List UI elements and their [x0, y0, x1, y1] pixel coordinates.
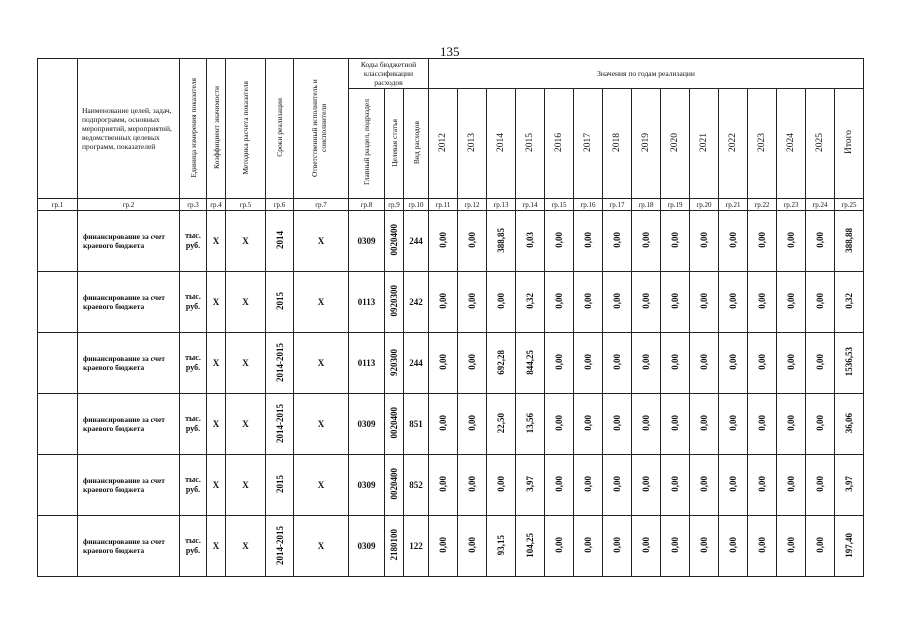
year-value-cell: 0,00	[806, 516, 835, 577]
section-cell: 0309	[349, 516, 385, 577]
year-value-cell: 692,28	[487, 333, 516, 394]
header-year: 2017	[574, 89, 603, 199]
group-number-cell: гр.8	[349, 199, 385, 211]
header-year: 2023	[748, 89, 777, 199]
row-name-cell: финансирование за счет краевого бюджета	[78, 333, 180, 394]
target-cell: 2180100	[385, 516, 404, 577]
year-value-cell: 0,00	[429, 394, 458, 455]
expense-cell: 244	[404, 333, 429, 394]
year-value-cell: 0,00	[545, 211, 574, 272]
table-row	[38, 333, 864, 394]
row-number-cell	[38, 394, 78, 455]
year-value-cell: 0,00	[429, 211, 458, 272]
year-value-cell: 0,00	[632, 516, 661, 577]
expense-cell: 122	[404, 516, 429, 577]
header-section: Главный раздел, подраздел	[349, 89, 385, 199]
page-number: 135	[440, 44, 460, 59]
expense-cell: 851	[404, 394, 429, 455]
year-value-cell: 0,00	[632, 211, 661, 272]
year-value-cell: 0,00	[806, 455, 835, 516]
group-number-cell: гр.16	[574, 199, 603, 211]
term-cell: 2014-2015	[266, 516, 294, 577]
year-value-cell: 0,00	[748, 516, 777, 577]
table-row	[38, 211, 864, 272]
year-value-cell: 0,00	[632, 272, 661, 333]
header-year: 2012	[429, 89, 458, 199]
year-value-cell: 0,00	[545, 455, 574, 516]
executor-cell: X	[294, 516, 349, 577]
year-value-cell: 0,00	[748, 211, 777, 272]
group-number-cell: гр.12	[458, 199, 487, 211]
header-expense: Вид расходов	[404, 89, 429, 199]
method-cell: X	[226, 455, 266, 516]
total-cell: 388,88	[835, 211, 864, 272]
table-row	[38, 516, 864, 577]
year-value-cell: 0,00	[690, 394, 719, 455]
header-year: 2016	[545, 89, 574, 199]
year-value-cell: 0,00	[690, 211, 719, 272]
year-value-cell: 0,00	[458, 211, 487, 272]
header-executor: Ответственный исполнитель и соисполнители	[294, 59, 349, 199]
group-number-cell: гр.4	[207, 199, 226, 211]
header-row-top	[38, 59, 864, 89]
header-col-1	[38, 59, 78, 199]
unit-cell: тыс. руб.	[180, 333, 207, 394]
year-value-cell: 0,00	[458, 516, 487, 577]
method-cell: X	[226, 272, 266, 333]
year-value-cell: 0,03	[516, 211, 545, 272]
executor-cell: X	[294, 455, 349, 516]
year-value-cell: 0,00	[777, 333, 806, 394]
header-year: 2024	[777, 89, 806, 199]
target-cell: 0920300	[385, 272, 404, 333]
header-year: 2022	[719, 89, 748, 199]
header-year: 2018	[603, 89, 632, 199]
header-year: 2013	[458, 89, 487, 199]
year-value-cell: 0,00	[545, 516, 574, 577]
year-value-cell: 0,32	[516, 272, 545, 333]
year-value-cell: 0,00	[777, 211, 806, 272]
year-value-cell: 0,00	[719, 394, 748, 455]
header-term: Сроки реализации	[266, 59, 294, 199]
year-value-cell: 0,00	[458, 333, 487, 394]
coef-cell: X	[207, 211, 226, 272]
year-value-cell: 93,15	[487, 516, 516, 577]
group-number-cell: гр.11	[429, 199, 458, 211]
year-value-cell: 0,00	[574, 272, 603, 333]
header-coef: Коэффициент значимости	[207, 59, 226, 199]
group-number-cell: гр.25	[835, 199, 864, 211]
year-value-cell: 0,00	[661, 272, 690, 333]
year-value-cell: 0,00	[429, 516, 458, 577]
year-value-cell: 0,00	[429, 272, 458, 333]
year-value-cell: 0,00	[777, 394, 806, 455]
coef-cell: X	[207, 455, 226, 516]
row-name-cell: финансирование за счет краевого бюджета	[78, 516, 180, 577]
year-value-cell: 22,50	[487, 394, 516, 455]
group-number-cell: гр.2	[78, 199, 180, 211]
year-value-cell: 0,00	[806, 211, 835, 272]
unit-cell: тыс. руб.	[180, 516, 207, 577]
year-value-cell: 0,00	[603, 394, 632, 455]
section-cell: 0309	[349, 211, 385, 272]
group-number-cell: гр.3	[180, 199, 207, 211]
group-number-cell: гр.22	[748, 199, 777, 211]
year-value-cell: 0,00	[574, 516, 603, 577]
header-year: 2014	[487, 89, 516, 199]
year-value-cell: 0,00	[574, 455, 603, 516]
method-cell: X	[226, 394, 266, 455]
year-value-cell: 0,00	[603, 455, 632, 516]
year-value-cell: 0,00	[487, 272, 516, 333]
row-name-cell: финансирование за счет краевого бюджета	[78, 455, 180, 516]
year-value-cell: 0,00	[777, 455, 806, 516]
year-value-cell: 0,00	[690, 516, 719, 577]
coef-cell: X	[207, 516, 226, 577]
group-number-cell: гр.13	[487, 199, 516, 211]
header-year: 2025	[806, 89, 835, 199]
year-value-cell: 0,00	[748, 272, 777, 333]
year-value-cell: 0,00	[458, 455, 487, 516]
group-number-cell: гр.5	[226, 199, 266, 211]
unit-cell: тыс. руб.	[180, 211, 207, 272]
year-value-cell: 0,00	[429, 333, 458, 394]
year-value-cell: 0,00	[690, 333, 719, 394]
header-target: Целевая статья	[385, 89, 404, 199]
year-value-cell: 0,00	[719, 455, 748, 516]
header-unit: Единица измерения показателя	[180, 59, 207, 199]
total-cell: 1536,53	[835, 333, 864, 394]
year-value-cell: 0,00	[661, 516, 690, 577]
group-number-cell: гр.6	[266, 199, 294, 211]
year-value-cell: 0,00	[777, 516, 806, 577]
year-value-cell: 0,00	[777, 272, 806, 333]
term-cell: 2015	[266, 455, 294, 516]
group-number-cell: гр.14	[516, 199, 545, 211]
year-value-cell: 0,00	[574, 211, 603, 272]
total-cell: 36,06	[835, 394, 864, 455]
unit-cell: тыс. руб.	[180, 455, 207, 516]
group-number-cell: гр.19	[661, 199, 690, 211]
year-value-cell: 0,00	[748, 333, 777, 394]
method-cell: X	[226, 333, 266, 394]
year-value-cell: 0,00	[574, 333, 603, 394]
expense-cell: 852	[404, 455, 429, 516]
group-number-cell: гр.17	[603, 199, 632, 211]
row-name-cell: финансирование за счет краевого бюджета	[78, 211, 180, 272]
header-name: Наименование целей, задач, подпрограмм, основных мероприятий, мероприятий, ведомственных целевых программ, показателей	[78, 59, 180, 199]
year-value-cell: 0,00	[632, 333, 661, 394]
year-value-cell: 0,00	[574, 394, 603, 455]
expense-cell: 242	[404, 272, 429, 333]
executor-cell: X	[294, 211, 349, 272]
total-cell: 197,40	[835, 516, 864, 577]
term-cell: 2014	[266, 211, 294, 272]
year-value-cell: 0,00	[719, 211, 748, 272]
year-value-cell: 0,00	[748, 394, 777, 455]
coef-cell: X	[207, 394, 226, 455]
row-name-cell: финансирование за счет краевого бюджета	[78, 394, 180, 455]
year-value-cell: 0,00	[806, 333, 835, 394]
table-row	[38, 272, 864, 333]
year-value-cell: 0,00	[661, 394, 690, 455]
group-number-cell: гр.9	[385, 199, 404, 211]
year-value-cell: 3,97	[516, 455, 545, 516]
total-cell: 0,32	[835, 272, 864, 333]
year-value-cell: 0,00	[748, 455, 777, 516]
year-value-cell: 0,00	[719, 516, 748, 577]
header-year: 2020	[661, 89, 690, 199]
row-name-cell: финансирование за счет краевого бюджета	[78, 272, 180, 333]
executor-cell: X	[294, 272, 349, 333]
year-value-cell: 0,00	[458, 394, 487, 455]
target-cell: 0020400	[385, 211, 404, 272]
year-value-cell: 0,00	[458, 272, 487, 333]
year-value-cell: 0,00	[545, 394, 574, 455]
unit-cell: тыс. руб.	[180, 394, 207, 455]
header-codes-group: Коды бюджетной классификации расходов	[349, 59, 429, 89]
section-cell: 0113	[349, 272, 385, 333]
year-value-cell: 0,00	[661, 333, 690, 394]
group-number-cell: гр.18	[632, 199, 661, 211]
target-cell: 920300	[385, 333, 404, 394]
year-value-cell: 0,00	[603, 211, 632, 272]
group-number-cell: гр.23	[777, 199, 806, 211]
group-number-cell: гр.24	[806, 199, 835, 211]
target-cell: 0020400	[385, 394, 404, 455]
method-cell: X	[226, 516, 266, 577]
year-value-cell: 13,56	[516, 394, 545, 455]
budget-table	[37, 58, 864, 577]
expense-cell: 244	[404, 211, 429, 272]
section-cell: 0309	[349, 394, 385, 455]
group-number-row	[38, 199, 864, 211]
group-number-cell: гр.7	[294, 199, 349, 211]
row-number-cell	[38, 455, 78, 516]
term-cell: 2014-2015	[266, 394, 294, 455]
executor-cell: X	[294, 333, 349, 394]
term-cell: 2015	[266, 272, 294, 333]
year-value-cell: 0,00	[690, 455, 719, 516]
year-value-cell: 0,00	[719, 272, 748, 333]
row-number-cell	[38, 272, 78, 333]
year-value-cell: 0,00	[806, 272, 835, 333]
row-number-cell	[38, 211, 78, 272]
group-number-cell: гр.21	[719, 199, 748, 211]
table-row	[38, 455, 864, 516]
row-number-cell	[38, 333, 78, 394]
header-year: 2015	[516, 89, 545, 199]
executor-cell: X	[294, 394, 349, 455]
year-value-cell: 844,25	[516, 333, 545, 394]
year-value-cell: 388,85	[487, 211, 516, 272]
year-value-cell: 0,00	[690, 272, 719, 333]
header-values-group: Значения по годам реализации	[429, 59, 864, 89]
year-value-cell: 0,00	[632, 455, 661, 516]
term-cell: 2014-2015	[266, 333, 294, 394]
group-number-cell: гр.15	[545, 199, 574, 211]
section-cell: 0309	[349, 455, 385, 516]
header-method: Методика расчета показателя	[226, 59, 266, 199]
table-row	[38, 394, 864, 455]
year-value-cell: 104,25	[516, 516, 545, 577]
unit-cell: тыс. руб.	[180, 272, 207, 333]
year-value-cell: 0,00	[806, 394, 835, 455]
header-year: 2019	[632, 89, 661, 199]
group-number-cell: гр.20	[690, 199, 719, 211]
year-value-cell: 0,00	[661, 455, 690, 516]
total-cell: 3,97	[835, 455, 864, 516]
section-cell: 0113	[349, 333, 385, 394]
group-number-cell: гр.10	[404, 199, 429, 211]
table-body	[38, 211, 864, 577]
year-value-cell: 0,00	[603, 333, 632, 394]
method-cell: X	[226, 211, 266, 272]
year-value-cell: 0,00	[545, 333, 574, 394]
year-value-cell: 0,00	[429, 455, 458, 516]
year-value-cell: 0,00	[632, 394, 661, 455]
row-number-cell	[38, 516, 78, 577]
year-value-cell: 0,00	[661, 211, 690, 272]
group-number-cell: гр.1	[38, 199, 78, 211]
year-value-cell: 0,00	[603, 516, 632, 577]
year-value-cell: 0,00	[719, 333, 748, 394]
header-year: 2021	[690, 89, 719, 199]
header-total: Итого	[835, 89, 864, 199]
year-value-cell: 0,00	[603, 272, 632, 333]
coef-cell: X	[207, 333, 226, 394]
coef-cell: X	[207, 272, 226, 333]
year-value-cell: 0,00	[545, 272, 574, 333]
year-value-cell: 0,00	[487, 455, 516, 516]
target-cell: 0020400	[385, 455, 404, 516]
